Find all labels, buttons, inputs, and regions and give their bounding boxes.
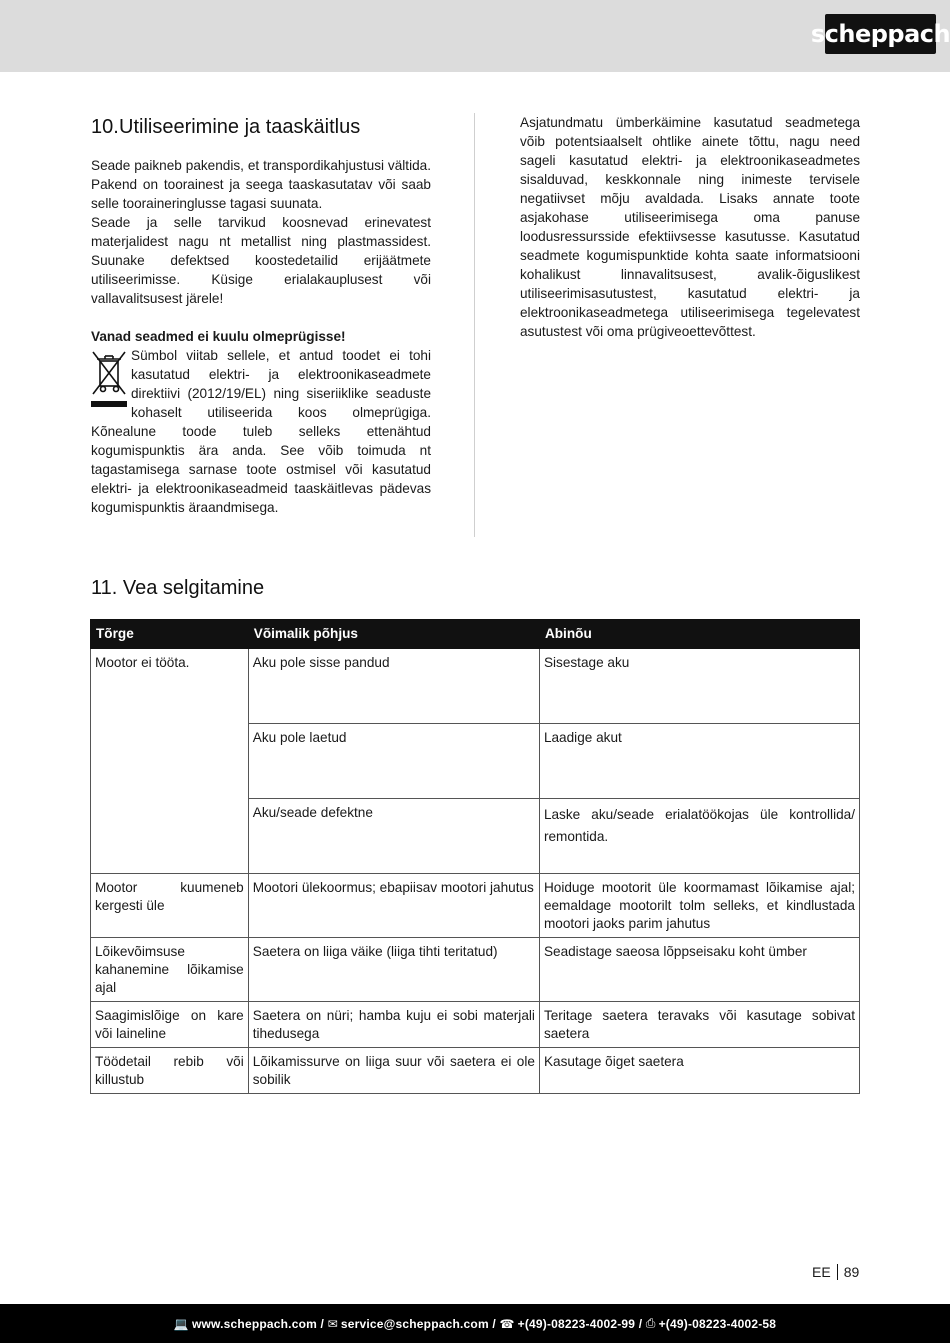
website-link[interactable]: www.scheppach.com (191, 1316, 317, 1331)
fax-number: +(49)-08223-4002-58 (658, 1316, 777, 1331)
weee-paragraph: Sümbol viitab sellele, et antud toodet ei tohi kasutatud elektri- ja elektroonikaseadmete direktiivi (2012/19/EL) ning siseriiklike seaduste kohaselt utiliseerida koos olmeprügiga. Kõnealune toode tuleb selleks ettenähtud kogumispunktis ära anda. See võib toimuda nt tagastamisega sarnase toote ostmisel või kasutatud elektri- ja elektroonikaseadmeid taaskäitlevas pädevas kogumispunktis äraandmisega. (91, 348, 431, 515)
page-separator (837, 1264, 838, 1280)
table-cell-remedy: Kasutage õiget saetera (539, 1048, 859, 1094)
table-row (91, 874, 860, 938)
section-title-text: Vea selgitamine (122, 577, 265, 599)
section-number: 11. (91, 577, 118, 599)
table-cell-cause: Aku pole sisse pandud (248, 649, 539, 724)
column-header-cause: Võimalik põhjus (248, 620, 539, 649)
fax-icon: ⎙ (645, 1316, 656, 1330)
right-column (520, 113, 860, 341)
paragraph: Asjatundmatu ümberkäimine kasutatud seadmetega võib potentsiaalselt ohtlike ainete tõttu, nagu need sageli kasutatud elektri- ja elektroonikaseadmetes sisalduvad, keskkonnale ning inimeste tervisele negatiivset mõju avaldada. Lisaks annate toote asjakohase utiliseerimisega oma panuse loodusressursside efektiivsesse kasutusse. Kasutatud seadmete kogumispunktide kohta saate informatsiooni kohalikust linnavalitsusest, avalik-õiguslikest utiliseerimisasutustest, kasutatud elektri- ja elektroonikaseadmetega utiliseerimisega tegelevatest asutustest või oma prügiveoettevõttest. (520, 115, 860, 339)
phone-icon: ☎ (499, 1316, 515, 1331)
phone-number: +(49)-08223-4002-99 (517, 1316, 636, 1331)
contact-footer (0, 1304, 950, 1343)
table-cell-cause: Aku pole laetud (248, 724, 539, 799)
section-title-text: Utiliseerimine ja taaskäitlus (119, 116, 361, 138)
troubleshooting-table (90, 619, 860, 1094)
table-cell-fault: Mootor ei tööta. (91, 649, 249, 874)
table-cell-remedy: Teritage saetera teravaks või kasutage sobivat saetera (539, 1002, 859, 1048)
paragraph: Seade paikneb pakendis, et transpordikahjustusi vältida. Pakend on toorainest ja seega taaskasutatav või saab selle tooraineringlusse tagasi suunata. (91, 158, 431, 211)
table-cell-remedy: Laadige akut (539, 724, 859, 799)
table-cell-cause: Saetera on nüri; hamba kuju ei sobi materjali tihedusega (248, 1002, 539, 1048)
section-10-title (91, 113, 431, 141)
column-header-fault: Tõrge (91, 620, 249, 649)
page-number (812, 1264, 859, 1280)
table-cell-remedy: Sisestage aku (539, 649, 859, 724)
table-row (91, 1048, 860, 1094)
table-cell-fault: Töödetail rebib või killustub (91, 1048, 249, 1094)
left-column (91, 113, 431, 517)
scheppach-logo: scheppach (825, 14, 936, 54)
table-row (91, 938, 860, 1002)
language-code: EE (812, 1264, 831, 1280)
computer-icon: 💻 (173, 1316, 189, 1331)
table-row (91, 649, 860, 724)
weee-bar (91, 401, 127, 407)
table-cell-fault: Saagimislõige on kare või laineline (91, 1002, 249, 1048)
table-cell-remedy: Seadistage saeosa lõppseisaku koht ümber (539, 938, 859, 1002)
section-11-title (91, 574, 264, 602)
header-band (0, 0, 950, 72)
envelope-icon: ✉ (327, 1316, 338, 1331)
table-header-row (91, 620, 860, 649)
table-cell-fault: Mootor kuumeneb kergesti üle (91, 874, 249, 938)
page-number-value: 89 (843, 1264, 860, 1280)
paragraph: Seade ja selle tarvikud koosnevad erinevatest materjalidest nagu nt metallist ning plastmassidest. Suunake defektsed koostedetailid erijäätmete utiliseerimisse. Küsige erialakauplusest või vallavalitsusest järele! (91, 215, 431, 306)
table-cell-cause: Lõikamissurve on liiga suur või saetera ei ole sobilik (248, 1048, 539, 1094)
footer-separator: / (488, 1316, 500, 1331)
table-cell-cause: Mootori ülekoormus; ebapiisav mootori jahutus (248, 874, 539, 938)
subheading: Vanad seadmed ei kuulu olmeprügisse! (91, 329, 346, 344)
footer-separator: / (316, 1316, 328, 1331)
table-cell-remedy: Laske aku/seade erialatöökojas üle kontrollida/ remontida. (539, 799, 859, 874)
column-divider (474, 113, 475, 537)
table-row (91, 1002, 860, 1048)
table-cell-remedy: Hoiduge mootorit üle koormamast lõikamise ajal; eemaldage mootorilt tolm selleks, et kindlustada mootori jaoks parim jahutus (539, 874, 859, 938)
crossed-bin-icon (91, 349, 127, 409)
section-number: 10. (91, 116, 119, 138)
column-header-remedy: Abinõu (539, 620, 859, 649)
footer-separator: / (635, 1316, 646, 1331)
email-link[interactable]: service@scheppach.com (340, 1316, 489, 1331)
table-cell-cause: Saetera on liiga väike (liiga tihti teritatud) (248, 938, 539, 1002)
table-cell-cause: Aku/seade defektne (248, 799, 539, 874)
table-cell-fault: Lõikevõimsuse kahanemine lõikamise ajal (91, 938, 249, 1002)
weee-block (91, 346, 431, 517)
